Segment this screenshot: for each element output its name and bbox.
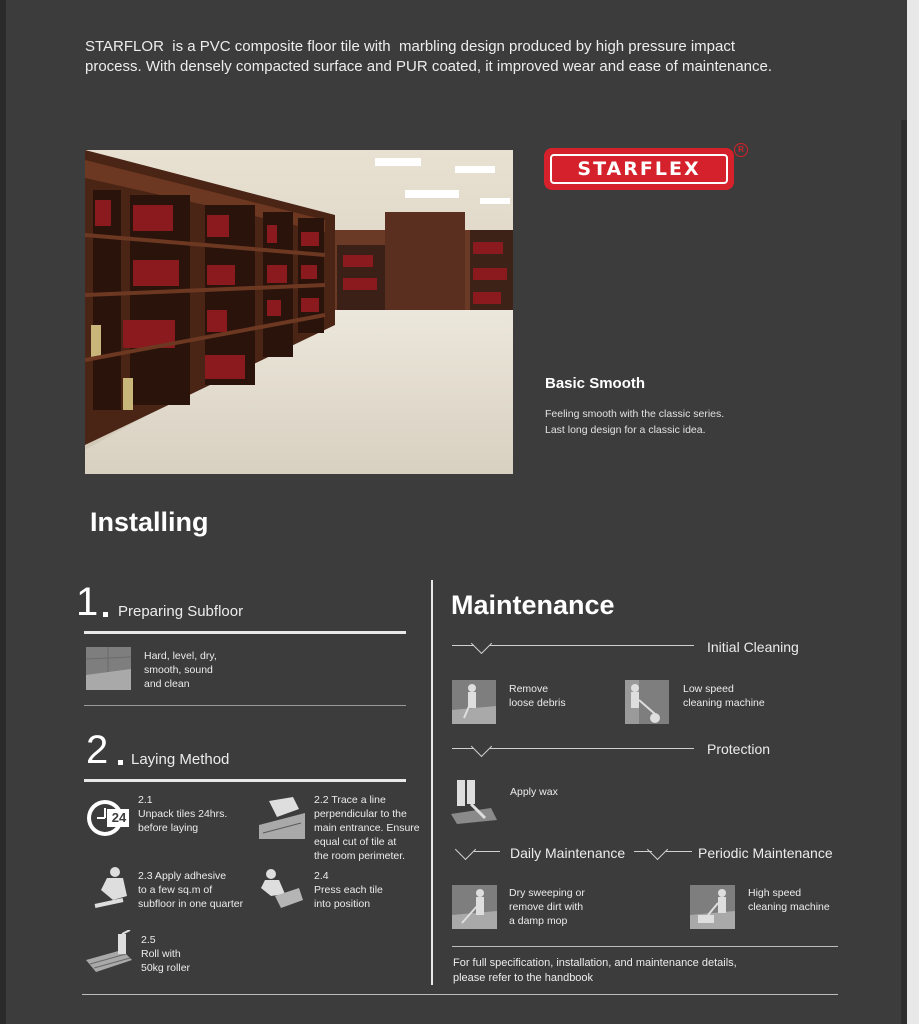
roller-illustration <box>86 930 132 974</box>
step-2-5-line-1: 2.5 <box>141 934 156 946</box>
press-tile-illustration <box>259 866 305 910</box>
apply-wax-illustration <box>451 780 497 824</box>
page-bottom-rule <box>82 994 838 995</box>
right-edge <box>907 0 919 1024</box>
apply-wax-icon <box>451 780 497 824</box>
intro-line-2: process. With densely compacted surface and PUR coated, it improved wear and ease of maintenance. <box>85 58 773 75</box>
high-speed-machine-icon <box>690 885 735 929</box>
step-2-2-line-1: 2.2 Trace a line <box>314 794 386 806</box>
step-2-1-line-2: Unpack tiles 24hrs. <box>138 808 228 820</box>
step-2-3-line-3: subfloor in one quarter <box>138 898 244 910</box>
initial-cleaning-label: Initial Cleaning <box>707 639 799 655</box>
roller-icon <box>86 930 132 974</box>
step-2-5-line-2: Roll with <box>141 948 181 960</box>
library-floor-photo <box>85 150 513 474</box>
step-2-rule <box>84 779 406 782</box>
step-1-title: Preparing Subfloor <box>118 603 244 620</box>
low-speed-line-1: Low speed <box>683 683 734 695</box>
step-2-2-line-3: main entrance. Ensure <box>314 822 420 834</box>
step-2-2-line-4: equal cut of tile at <box>314 836 397 848</box>
library-photo-illustration <box>85 150 513 474</box>
high-speed-text <box>748 886 830 914</box>
logo-text: STARFLEX <box>577 158 701 180</box>
periodic-notch <box>647 839 668 860</box>
periodic-line-right <box>666 851 692 852</box>
maintenance-footer-rule <box>452 946 838 947</box>
high-speed-line-2: cleaning machine <box>748 901 830 913</box>
remove-debris-line-2: loose debris <box>509 697 566 709</box>
step-2-1-text <box>138 793 227 835</box>
column-divider <box>431 580 433 985</box>
dry-sweeping-line-3: a damp mop <box>509 915 568 927</box>
subfloor-icon <box>86 647 131 690</box>
daily-maintenance-label: Daily Maintenance <box>510 845 626 861</box>
handbook-note-line-1: For full specification, installation, and maintenance details, <box>453 957 737 969</box>
series-desc-line-2: Last long design for a classic idea. <box>545 424 706 436</box>
step-2-3-line-1: 2.3 Apply adhesive <box>138 870 227 882</box>
protection-label: Protection <box>707 741 771 757</box>
step-1-dot <box>103 612 108 617</box>
step-2-2-line-2: perpendicular to the <box>314 808 407 820</box>
low-speed-line-2: cleaning machine <box>683 697 765 709</box>
step-2-4-line-3: into position <box>314 898 371 910</box>
apply-wax-text: Apply wax <box>510 786 558 798</box>
intro-line-1: STARFLOR is a PVC composite floor tile with marbling design produced by high pressure impact <box>85 38 736 55</box>
initial-line-left <box>452 645 474 646</box>
step-2-2-line-5: the room perimeter. <box>314 850 406 862</box>
dry-sweeping-illustration <box>452 885 497 929</box>
remove-debris-icon <box>452 680 496 724</box>
starflex-logo <box>546 150 732 188</box>
step-1-text-line-3: and clean <box>144 678 190 690</box>
high-speed-machine-illustration <box>690 885 735 929</box>
step-2-1-line-3: before laying <box>138 822 199 834</box>
step-2-4-line-1: 2.4 <box>314 870 329 882</box>
protection-line-right <box>490 748 694 749</box>
step-1-text <box>144 649 217 691</box>
daily-notch <box>455 839 476 860</box>
step-1-text-line-1: Hard, level, dry, <box>144 650 217 662</box>
low-speed-text <box>683 682 765 710</box>
step-2-3-text <box>138 869 243 911</box>
step-2-title: Laying Method <box>131 751 230 768</box>
step-1-bottom-rule <box>84 705 406 706</box>
dry-sweeping-line-1: Dry sweeping or <box>509 887 585 899</box>
daily-line <box>474 851 500 852</box>
step-2-3-line-2: to a few sq.m of <box>138 884 213 896</box>
handbook-note <box>453 956 783 986</box>
clock-badge: 24 <box>111 810 127 825</box>
step-2-2-text <box>314 793 420 863</box>
step-1-number: 1 <box>76 580 99 624</box>
left-edge <box>0 0 6 1024</box>
registered-mark: R <box>734 143 748 157</box>
trace-line-illustration <box>259 795 305 839</box>
remove-debris-line-1: Remove <box>509 683 549 695</box>
step-1-text-line-2: smooth, sound <box>144 664 213 676</box>
step-1-rule <box>84 631 406 634</box>
handbook-note-line-2: please refer to the handbook <box>453 972 594 984</box>
step-2-number: 2 <box>86 728 109 772</box>
step-2-1-line-1: 2.1 <box>138 794 153 806</box>
adhesive-icon <box>93 866 133 910</box>
maintenance-heading: Maintenance <box>451 590 615 620</box>
series-description <box>545 406 785 438</box>
step-2-4-line-2: Press each tile <box>314 884 383 896</box>
initial-line-right <box>490 645 694 646</box>
periodic-maintenance-label: Periodic Maintenance <box>698 845 833 861</box>
press-tile-icon <box>259 866 305 910</box>
low-speed-machine-illustration <box>625 680 669 724</box>
subfloor-illustration <box>86 647 131 690</box>
clock-icon <box>85 795 131 841</box>
initial-notch <box>471 633 492 654</box>
low-speed-machine-icon <box>625 680 669 724</box>
installing-heading: Installing <box>90 507 209 537</box>
series-desc-line-1: Feeling smooth with the classic series. <box>545 408 725 420</box>
step-2-dot <box>118 760 123 765</box>
step-2-5-line-3: 50kg roller <box>141 962 191 974</box>
remove-debris-text <box>509 682 566 710</box>
dry-sweeping-line-2: remove dirt with <box>509 901 584 913</box>
adhesive-illustration <box>93 866 133 910</box>
protection-line-left <box>452 748 474 749</box>
high-speed-line-1: High speed <box>748 887 802 899</box>
series-title: Basic Smooth <box>545 375 646 392</box>
protection-notch <box>471 736 492 757</box>
step-2-5-text <box>141 933 190 975</box>
step-2-4-text <box>314 869 383 911</box>
dry-sweeping-text <box>509 886 585 928</box>
intro-paragraph <box>85 37 825 77</box>
remove-debris-illustration <box>452 680 496 724</box>
dry-sweeping-icon <box>452 885 497 929</box>
trace-line-icon <box>259 795 305 839</box>
